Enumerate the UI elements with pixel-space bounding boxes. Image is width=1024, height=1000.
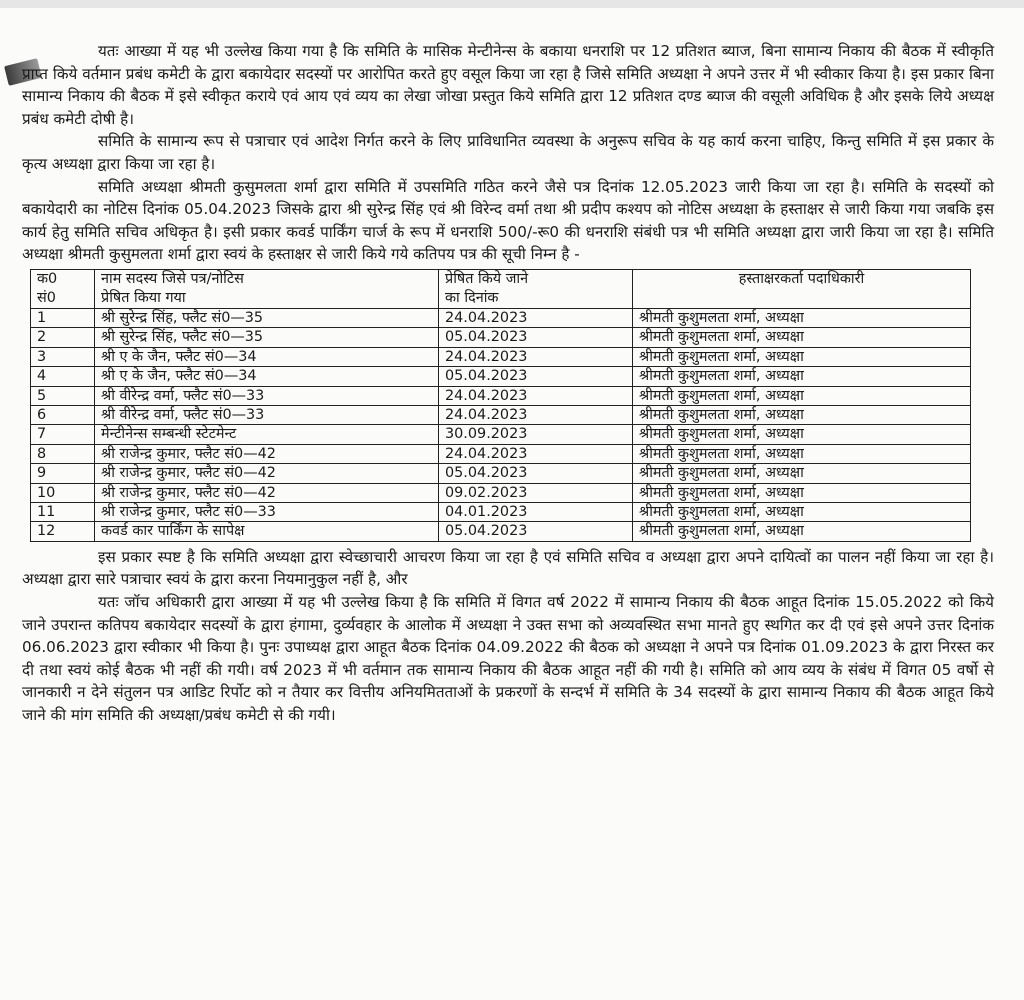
table-row bbox=[31, 444, 971, 463]
cell-sent-date: 05.04.2023 bbox=[439, 367, 633, 386]
header-serial-line1: क0 bbox=[37, 270, 58, 287]
paragraph-letters-issued: समिति अध्यक्षा श्रीमती कुसुमलता शर्मा द्वारा समिति में उपसमिति गठित करने जैसे पत्र दिनांक 12.05.2023 जारी किया जा रहा है। समिति के सदस्यों को बकायेदारी का नोटिस दिनांक 05.04.2023 जिसके द्वारा श्री सुरेन्द्र सिंह एवं श्री विरेन्द वर्मा तथा श्री प्रदीप कश्यप को नोटिस अध्यक्षा के हस्ताक्षर से जारी किया गया जबकि इस कार्य हेतु समिति सचिव अधिकृत है। इसी प्रकार कवर्ड पार्किंग चार्ज के रूप में धनराशि 500/-रू0 की धनराशि संबंधी पत्र भी समिति अध्यक्षा द्वारा जारी किया जा रहा है। समिति अध्यक्षा श्रीमती कुसुमलता शर्मा द्वारा स्वयं के हस्ताक्षर से जारी किये गये कतिपय पत्र की सूची निम्न है - bbox=[22, 177, 994, 264]
cell-sent-date: 09.02.2023 bbox=[439, 483, 633, 502]
cell-sent-date: 24.04.2023 bbox=[439, 347, 633, 366]
cell-serial-no: 4 bbox=[31, 367, 95, 386]
cell-serial-no: 12 bbox=[31, 522, 95, 541]
cell-signer: श्रीमती कुशुमलता शर्मा, अध्यक्षा bbox=[633, 308, 971, 327]
cell-serial-no: 9 bbox=[31, 464, 95, 483]
cell-signer: श्रीमती कुशुमलता शर्मा, अध्यक्षा bbox=[633, 328, 971, 347]
cell-member-name: श्री सुरेन्द्र सिंह, फ्लैट सं0—35 bbox=[95, 328, 439, 347]
letters-table bbox=[30, 269, 971, 542]
cell-sent-date: 04.01.2023 bbox=[439, 503, 633, 522]
cell-member-name: श्री राजेन्द्र कुमार, फ्लैट सं0—33 bbox=[95, 503, 439, 522]
cell-signer: श्रीमती कुशुमलता शर्मा, अध्यक्षा bbox=[633, 483, 971, 502]
table-row bbox=[31, 483, 971, 502]
cell-signer: श्रीमती कुशुमलता शर्मा, अध्यक्षा bbox=[633, 522, 971, 541]
cell-sent-date: 05.04.2023 bbox=[439, 522, 633, 541]
cell-serial-no: 10 bbox=[31, 483, 95, 502]
table-row bbox=[31, 405, 971, 424]
cell-serial-no: 6 bbox=[31, 405, 95, 424]
scan-top-edge bbox=[0, 0, 1024, 8]
cell-sent-date: 24.04.2023 bbox=[439, 386, 633, 405]
cell-serial-no: 11 bbox=[31, 503, 95, 522]
cell-member-name: कवर्ड कार पार्किंग के सापेक्ष bbox=[95, 522, 439, 541]
table-row bbox=[31, 503, 971, 522]
table-row bbox=[31, 464, 971, 483]
cell-sent-date: 05.04.2023 bbox=[439, 464, 633, 483]
document-body bbox=[22, 40, 994, 727]
paragraph-interest-recovery: यतः आख्या में यह भी उल्लेख किया गया है कि समिति के मासिक मेन्टीनेन्स के बकाया धनराशि पर 12 प्रतिशत ब्याज, बिना सामान्य निकाय की बैठक में स्वीकृति प्राप्त किये वर्तमान प्रबंध कमेटी के द्वारा बकायेदार सदस्यों पर आरोपित करते हुए वसूल किया जा रहा है जिसे समिति अध्यक्षा ने अपने उत्तर में भी स्वीकार किया है। इस प्रकार बिना सामान्य निकाय की बैठक में इसे स्वीकृत कराये एवं आय एवं व्यय का लेखा जोखा प्रस्तुत किये समिति द्वारा 12 प्रतिशत दण्ड ब्याज की वसूली अविधिक है और इसके लिये अध्यक्ष प्रबंध कमेटी दोषी है। bbox=[22, 42, 994, 128]
header-serial-no bbox=[31, 269, 95, 308]
cell-member-name: श्री राजेन्द्र कुमार, फ्लैट सं0—42 bbox=[95, 483, 439, 502]
cell-sent-date: 30.09.2023 bbox=[439, 425, 633, 444]
cell-member-name: श्री ए के जैन, फ्लैट सं0—34 bbox=[95, 367, 439, 386]
cell-sent-date: 24.04.2023 bbox=[439, 405, 633, 424]
cell-signer: श्रीमती कुशुमलता शर्मा, अध्यक्षा bbox=[633, 405, 971, 424]
table-row bbox=[31, 328, 971, 347]
header-member-name bbox=[95, 269, 439, 308]
cell-signer: श्रीमती कुशुमलता शर्मा, अध्यक्षा bbox=[633, 503, 971, 522]
cell-member-name: श्री वीरेन्द्र वर्मा, फ्लैट सं0—33 bbox=[95, 405, 439, 424]
header-sent-date bbox=[439, 269, 633, 308]
cell-serial-no: 3 bbox=[31, 347, 95, 366]
cell-serial-no: 2 bbox=[31, 328, 95, 347]
cell-signer: श्रीमती कुशुमलता शर्मा, अध्यक्षा bbox=[633, 464, 971, 483]
cell-sent-date: 05.04.2023 bbox=[439, 328, 633, 347]
header-date-line2: का दिनांक bbox=[445, 289, 499, 306]
cell-serial-no: 1 bbox=[31, 308, 95, 327]
cell-member-name: श्री वीरेन्द्र वर्मा, फ्लैट सं0—33 bbox=[95, 386, 439, 405]
table-header-row bbox=[31, 269, 971, 308]
cell-member-name: श्री राजेन्द्र कुमार, फ्लैट सं0—42 bbox=[95, 444, 439, 463]
paragraph-secretary-duty: समिति के सामान्य रूप से पत्राचार एवं आदेश निर्गत करने के लिए प्राविधानित व्यवस्था के अनुरूप सचिव के यह कार्य करना चाहिए, किन्तु समिति में इस प्रकार के कृत्य अध्यक्षा द्वारा किया जा रहा है। bbox=[22, 132, 994, 173]
header-name-line2: प्रेषित किया गया bbox=[101, 289, 186, 306]
cell-member-name: श्री राजेन्द्र कुमार, फ्लैट सं0—42 bbox=[95, 464, 439, 483]
header-name-line1: नाम सदस्य जिसे पत्र/नोटिस bbox=[101, 270, 244, 287]
table-row bbox=[31, 347, 971, 366]
cell-signer: श्रीमती कुशुमलता शर्मा, अध्यक्षा bbox=[633, 444, 971, 463]
header-signer: हस्ताक्षरकर्ता पदाधिकारी bbox=[633, 269, 971, 308]
table-row bbox=[31, 367, 971, 386]
cell-member-name: श्री सुरेन्द्र सिंह, फ्लैट सं0—35 bbox=[95, 308, 439, 327]
cell-signer: श्रीमती कुशुमलता शर्मा, अध्यक्षा bbox=[633, 367, 971, 386]
cell-serial-no: 8 bbox=[31, 444, 95, 463]
table-row bbox=[31, 522, 971, 541]
cell-sent-date: 24.04.2023 bbox=[439, 308, 633, 327]
letters-table-wrapper bbox=[22, 269, 994, 542]
cell-serial-no: 5 bbox=[31, 386, 95, 405]
header-date-line1: प्रेषित किये जाने bbox=[445, 270, 529, 287]
cell-sent-date: 24.04.2023 bbox=[439, 444, 633, 463]
cell-signer: श्रीमती कुशुमलता शर्मा, अध्यक्षा bbox=[633, 386, 971, 405]
paragraph-general-body-meeting: यतः जॉच अधिकारी द्वारा आख्या में यह भी उल्लेख किया है कि समिति में विगत वर्ष 2022 में सामान्य निकाय की बैठक आहूत दिनांक 15.05.2022 को किये जाने उपरान्त कतिपय बकायेदार सदस्यों के द्वारा हंगामा, दुर्व्यवहार के आलोक में अध्यक्षा ने उक्त सभा को अव्यवस्थित सभा मानते हुए स्थगित कर दी एवं इसे अपने उत्तर दिनांक 06.06.2023 द्वारा स्वीकार भी किया है। पुनः उपाध्यक्ष द्वारा आहूत बैठक दिनांक 04.09.2022 की बैठक को अध्यक्षा ने अपने पत्र दिनांक 01.09.2023 के द्वारा निरस्त कर दी तथा स्वयं कोई बैठक भी नहीं की गयी। वर्ष 2023 में भी वर्तमान तक सामान्य निकाय की बैठक आहूत नहीं की गयी है। समिति को आय व्यय के संबंध में विगत 05 वर्षो से जानकारी न देने संतुलन पत्र आडिट रिर्पोट को न तैयार कर वित्तीय अनियमितताओं के प्रकरणों के सन्दर्भ में समिति के 34 सदस्यों के द्वारा सामान्य निकाय की बैठक आहूत किये जाने की मांग समिति की अध्यक्षा/प्रबंध कमेटी से की गयी। bbox=[22, 593, 994, 724]
cell-signer: श्रीमती कुशुमलता शर्मा, अध्यक्षा bbox=[633, 425, 971, 444]
cell-signer: श्रीमती कुशुमलता शर्मा, अध्यक्षा bbox=[633, 347, 971, 366]
cell-member-name: मेन्टीनेन्स सम्बन्धी स्टेटमेन्ट bbox=[95, 425, 439, 444]
header-serial-line2: सं0 bbox=[37, 289, 56, 306]
cell-serial-no: 7 bbox=[31, 425, 95, 444]
table-row bbox=[31, 425, 971, 444]
cell-member-name: श्री ए के जैन, फ्लैट सं0—34 bbox=[95, 347, 439, 366]
table-row bbox=[31, 386, 971, 405]
table-row bbox=[31, 308, 971, 327]
paragraph-conclusion: इस प्रकार स्पष्ट है कि समिति अध्यक्षा द्वारा स्वेच्छाचारी आचरण किया जा रहा है एवं समिति सचिव व अध्यक्षा द्वारा अपने दायित्वों का पालन नहीं किया जा रहा है। अध्यक्षा द्वारा सारे पत्राचार स्वयं के द्वारा करना नियमानुकुल नहीं है, और bbox=[22, 547, 994, 589]
